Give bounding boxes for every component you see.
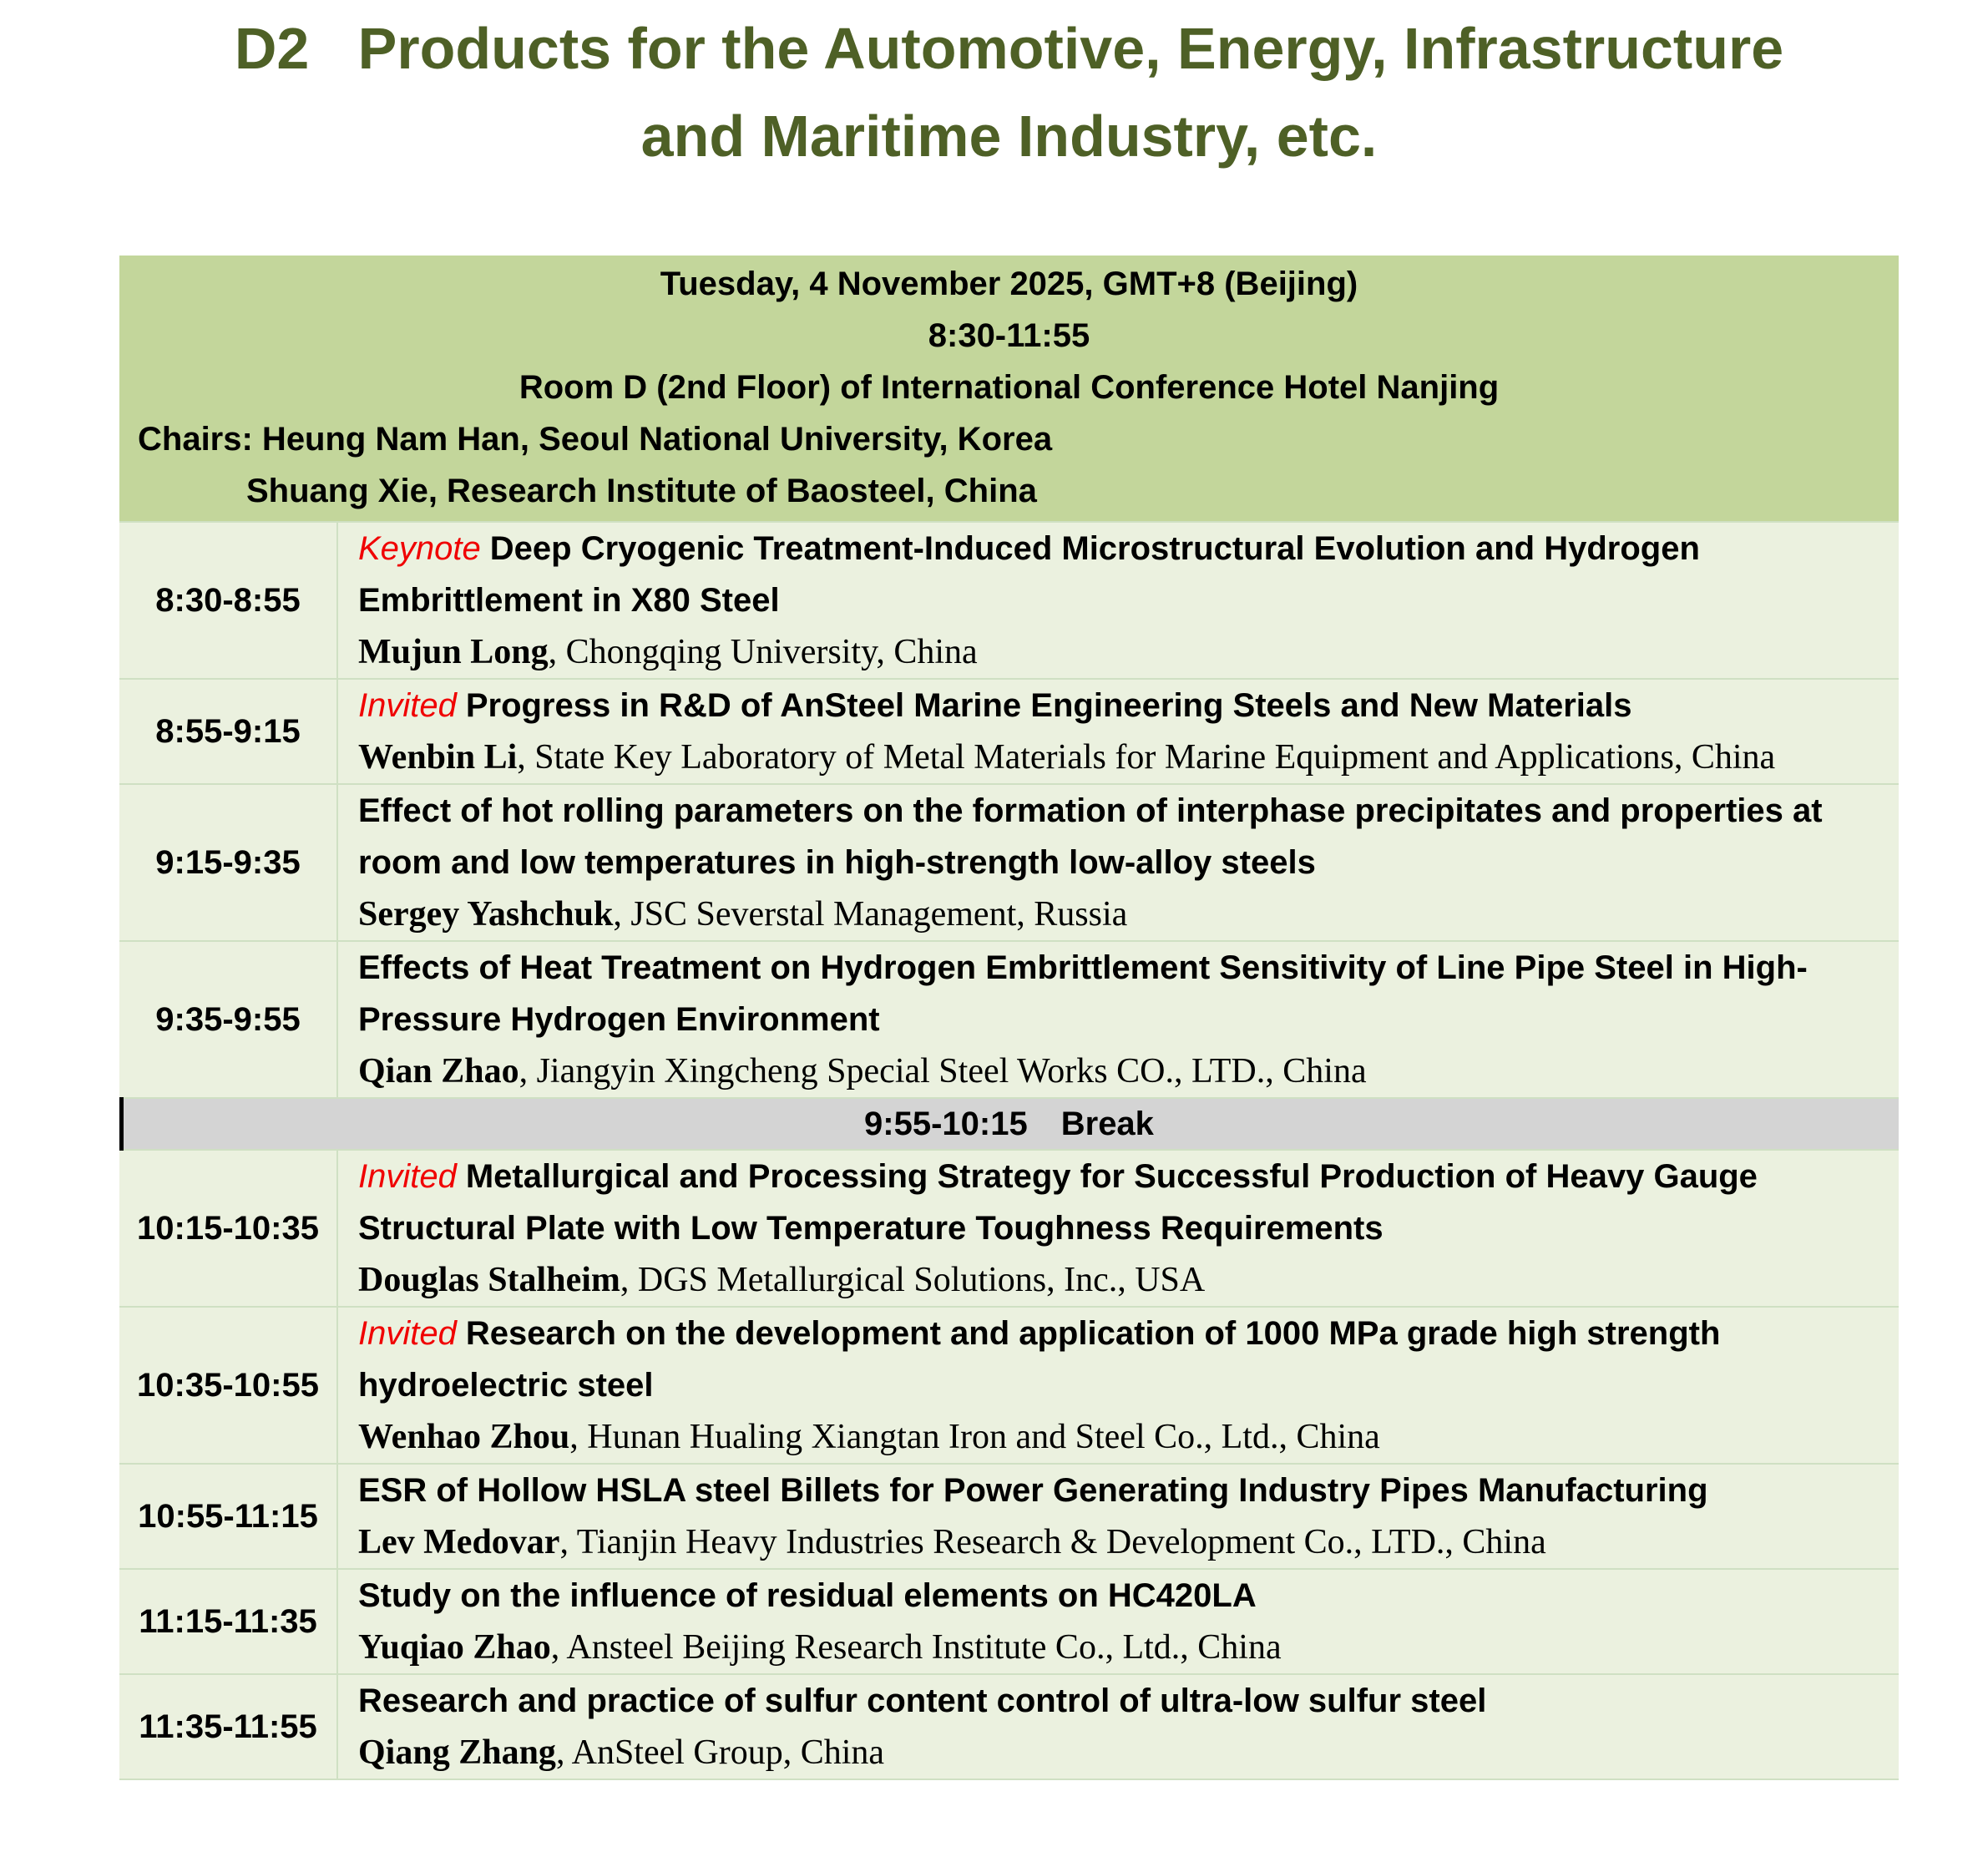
speaker-name: Qiang Zhang [358,1733,556,1772]
speaker-name: Lev Medovar [358,1523,560,1561]
talk-speaker-line [358,888,1877,940]
time-cell: 8:55-9:15 [119,680,338,783]
talk-cell [338,523,1899,678]
talk-cell [338,1675,1899,1779]
talk-cell [338,680,1899,783]
speaker-name: Wenhao Zhou [358,1418,570,1456]
talk-type-label: Invited [358,1158,457,1195]
break-left-bar [119,1097,124,1151]
talk-title [358,1308,1877,1411]
talk-title [358,1570,1877,1622]
speaker-name: Qian Zhao [358,1052,519,1090]
break-row [119,1097,1899,1149]
time-cell: 9:15-9:35 [119,785,338,940]
break-label: Break [1060,1105,1154,1142]
talk-title [358,680,1877,731]
speaker-name: Sergey Yashchuk [358,895,614,934]
schedule-row [119,940,1899,1097]
session-header [119,256,1899,521]
speaker-name: Wenbin Li [358,738,518,777]
talk-title [358,1151,1877,1254]
talk-title-text: Study on the influence of residual elements on HC420LA [358,1577,1257,1614]
talk-cell [338,1465,1899,1568]
talk-cell [338,1570,1899,1673]
page-title-line-2: and Maritime Industry, etc. [640,104,1378,169]
schedule-row [119,521,1899,678]
speaker-affiliation: , Hunan Hualing Xiangtan Iron and Steel Co., Ltd., China [569,1418,1380,1456]
talk-type-label: Keynote [358,530,481,567]
time-cell: 10:35-10:55 [119,1308,338,1463]
speaker-affiliation: , Jiangyin Xingcheng Special Steel Works CO., LTD., China [518,1052,1367,1090]
talk-cell [338,942,1899,1097]
schedule-row [119,1673,1899,1779]
speaker-affiliation: , Ansteel Beijing Research Institute Co., Ltd., China [550,1628,1282,1667]
talk-title [358,1465,1877,1516]
talk-title-text: Effects of Heat Treatment on Hydrogen Embrittlement Sensitivity of Line Pipe Steel in High-Pressure Hydrogen Environment [358,949,1808,1038]
talk-title-text: Metallurgical and Processing Strategy for Successful Production of Heavy Gauge Structural Plate with Low Temperature Toughness Requirements [358,1158,1758,1247]
talk-speaker-line [358,1411,1877,1463]
talk-title-text: Research on the development and application of 1000 MPa grade high strength hydroelectric steel [358,1315,1721,1404]
talk-title [358,785,1877,888]
speaker-name: Yuqiao Zhao [358,1628,551,1667]
speaker-affiliation: , Chongqing University, China [548,633,978,671]
talk-cell [338,1151,1899,1306]
talk-title-text: Progress in R&D of AnSteel Marine Engineering Steels and New Materials [465,687,1632,724]
speaker-name: Mujun Long [358,633,549,671]
schedule-row [119,1568,1899,1673]
talk-speaker-line [358,731,1877,783]
time-cell: 9:35-9:55 [119,942,338,1097]
schedule-row [119,1463,1899,1568]
time-cell: 11:35-11:55 [119,1675,338,1779]
session-room: Room D (2nd Floor) of International Conference Hotel Nanjing [518,369,1500,406]
speaker-affiliation: , State Key Laboratory of Metal Materials for Marine Equipment and Applications, China [517,738,1776,777]
talk-title-text: Research and practice of sulfur content control of ultra-low sulfur steel [358,1682,1487,1719]
schedule-row [119,783,1899,940]
schedule-rows [119,521,1899,1779]
talk-title [358,942,1877,1045]
talk-title [358,523,1877,626]
session-time-range: 8:30-11:55 [928,317,1090,354]
time-cell: 10:55-11:15 [119,1465,338,1568]
time-cell: 11:15-11:35 [119,1570,338,1673]
time-cell: 10:15-10:35 [119,1151,338,1306]
talk-title [358,1675,1877,1727]
talk-type-label: Invited [358,1315,457,1352]
talk-speaker-line [358,1516,1877,1568]
speaker-affiliation: , Tianjin Heavy Industries Research & Development Co., LTD., China [559,1523,1546,1561]
talk-cell [338,1308,1899,1463]
talk-speaker-line [358,1727,1877,1779]
schedule-row [119,678,1899,783]
talk-title-text: ESR of Hollow HSLA steel Billets for Power Generating Industry Pipes Manufacturing [358,1472,1708,1509]
talk-title-text: Effect of hot rolling parameters on the formation of interphase precipitates and properties at room and low temperatures in high-strength low-alloy steels [358,792,1823,881]
page-title [119,15,1899,170]
talk-speaker-line [358,1045,1877,1097]
schedule-row [119,1306,1899,1463]
speaker-name: Douglas Stalheim [358,1261,620,1299]
talk-type-label: Invited [358,687,457,724]
speaker-affiliation: , AnSteel Group, China [555,1733,885,1772]
speaker-affiliation: , DGS Metallurgical Solutions, Inc., USA [620,1261,1206,1299]
session-chairs-line-1: Chairs: Heung Nam Han, Seoul National University, Korea [138,421,1053,458]
break-time: 9:55-10:15 [864,1105,1028,1142]
schedule-table [119,256,1899,1780]
talk-speaker-line [358,1254,1877,1306]
talk-cell [338,785,1899,940]
page-title-line-1: D2 Products for the Automotive, Energy, Infrastructure [234,16,1784,81]
talk-title-text: Deep Cryogenic Treatment-Induced Microstructural Evolution and Hydrogen Embrittlement in X80 Steel [358,530,1700,619]
session-chairs-line-2: Shuang Xie, Research Institute of Baosteel, China [246,473,1037,509]
time-cell: 8:30-8:55 [119,523,338,678]
talk-speaker-line [358,1622,1877,1673]
conference-program-page [0,15,1988,1780]
schedule-row [119,1149,1899,1306]
talk-speaker-line [358,626,1877,678]
speaker-affiliation: , JSC Severstal Management, Russia [613,895,1128,934]
session-date: Tuesday, 4 November 2025, GMT+8 (Beijing) [660,266,1358,302]
